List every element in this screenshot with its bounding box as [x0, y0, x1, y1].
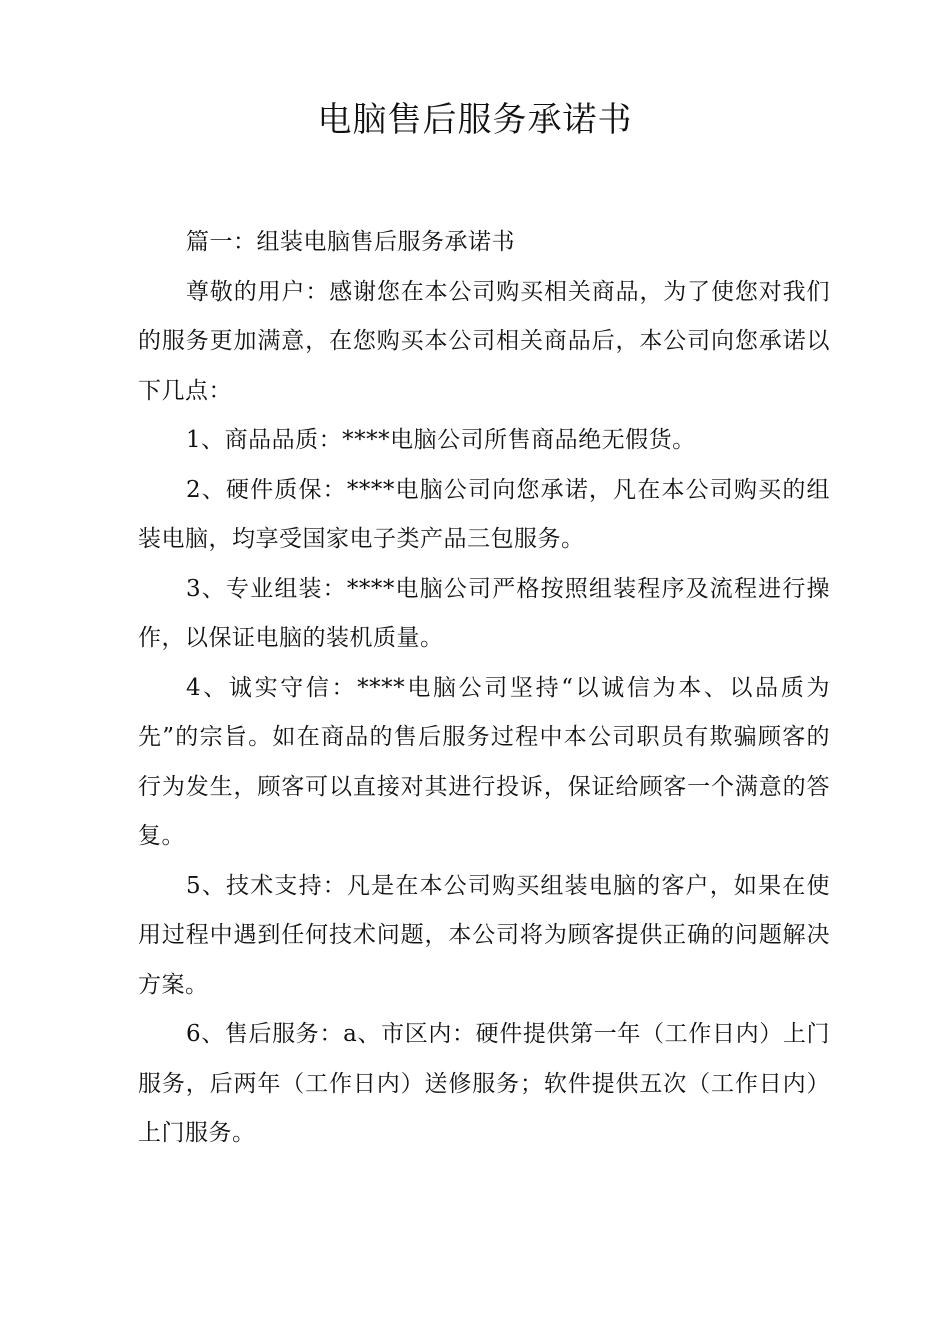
promise-item-quality: 1、商品品质：****电脑公司所售商品绝无假货。 — [186, 427, 696, 453]
section-heading: 篇一：组装电脑售后服务承诺书 — [186, 229, 515, 255]
document-title: 电脑售后服务承诺书 — [317, 100, 633, 140]
document-body — [138, 218, 830, 1159]
greeting-paragraph: 尊敬的用户：感谢您在本公司购买相关商品，为了使您对我们的服务更加满意，在您购买本公司相关商品后，本公司向您承诺以下几点： — [138, 278, 830, 404]
promise-item-integrity: 4、诚实守信：****电脑公司坚持“以诚信为本、以品质为先”的宗旨。如在商品的售后服务过程中本公司职员有欺骗顾客的行为发生，顾客可以直接对其进行投诉，保证给顾客一个满意的答复。 — [138, 674, 830, 849]
promise-item-assembly: 3、专业组装：****电脑公司严格按照组装程序及流程进行操作，以保证电脑的装机质量。 — [138, 575, 830, 651]
promise-item-support: 5、技术支持：凡是在本公司购买组装电脑的客户，如果在使用过程中遇到任何技术问题，本公司将为顾客提供正确的问题解决方案。 — [138, 872, 830, 998]
promise-item-service: 6、售后服务：a、市区内：硬件提供第一年（工作日内）上门服务，后两年（工作日内）送修服务；软件提供五次（工作日内）上门服务。 — [138, 1021, 830, 1146]
promise-item-warranty: 2、硬件质保：****电脑公司向您承诺，凡在本公司购买的组装电脑，均享受国家电子类产品三包服务。 — [138, 476, 830, 552]
